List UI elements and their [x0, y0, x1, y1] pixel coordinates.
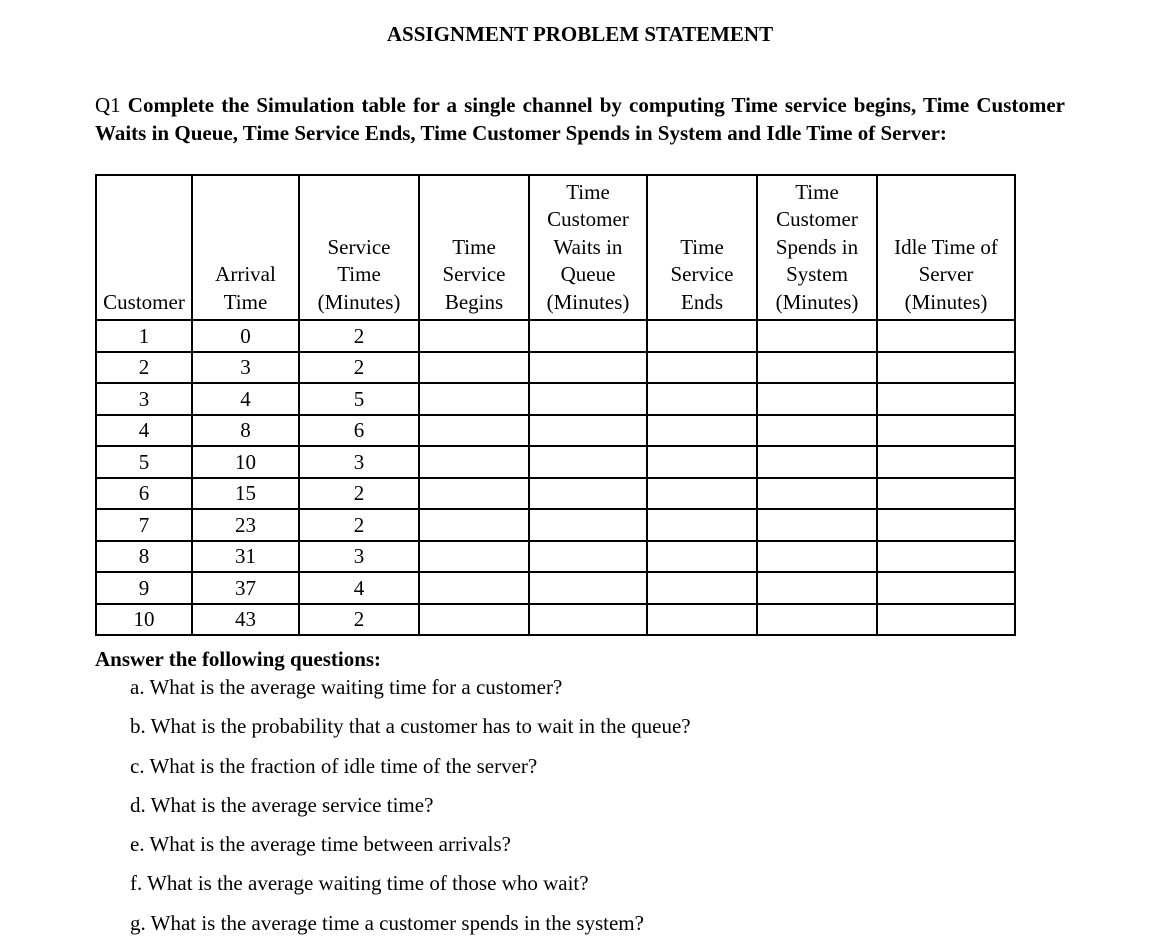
table-row — [96, 415, 1015, 447]
table-cell: 6 — [96, 478, 192, 510]
empty-answer-cell — [647, 383, 757, 415]
empty-answer-cell — [419, 604, 529, 636]
empty-answer-cell — [647, 415, 757, 447]
column-header-line: Time — [452, 234, 496, 259]
empty-answer-cell — [419, 541, 529, 573]
table-cell: 10 — [192, 446, 299, 478]
column-header — [299, 175, 419, 320]
empty-answer-cell — [529, 383, 647, 415]
empty-answer-cell — [757, 446, 877, 478]
empty-answer-cell — [647, 446, 757, 478]
column-header-line: System — [786, 262, 848, 286]
simulation-table — [95, 174, 1016, 636]
empty-answer-cell — [419, 446, 529, 478]
table-cell: 3 — [299, 446, 419, 478]
column-header — [96, 175, 192, 320]
empty-answer-cell — [877, 446, 1015, 478]
table-cell: 37 — [192, 572, 299, 604]
empty-answer-cell — [419, 383, 529, 415]
column-header-line: Time — [680, 234, 724, 259]
empty-answer-cell — [647, 478, 757, 510]
table-row — [96, 383, 1015, 415]
table-cell: 15 — [192, 478, 299, 510]
column-header — [647, 175, 757, 320]
table-cell: 4 — [299, 572, 419, 604]
empty-answer-cell — [877, 604, 1015, 636]
table-row — [96, 572, 1015, 604]
empty-answer-cell — [647, 352, 757, 384]
empty-answer-cell — [877, 320, 1015, 352]
table-cell: 31 — [192, 541, 299, 573]
column-header-line: Customer — [547, 207, 629, 231]
table-row — [96, 446, 1015, 478]
table-cell: 3 — [96, 383, 192, 415]
column-header-line: Ends — [681, 289, 723, 314]
empty-answer-cell — [877, 415, 1015, 447]
empty-answer-cell — [529, 604, 647, 636]
empty-answer-cell — [529, 415, 647, 447]
empty-answer-cell — [877, 352, 1015, 384]
empty-answer-cell — [757, 509, 877, 541]
column-header-line: Queue — [560, 262, 616, 286]
empty-answer-cell — [419, 320, 529, 352]
column-header-line: Spends in — [775, 234, 859, 259]
table-cell: 8 — [96, 541, 192, 573]
empty-answer-cell — [877, 572, 1015, 604]
column-header-line: Time — [223, 289, 268, 314]
table-cell: 1 — [96, 320, 192, 352]
column-header — [419, 175, 529, 320]
column-header-line: Service — [327, 234, 391, 259]
column-header-line: Arrival — [215, 262, 276, 286]
table-cell: 6 — [299, 415, 419, 447]
column-header-line: Server — [918, 262, 974, 286]
column-header-line: (Minutes) — [904, 289, 988, 314]
table-cell: 7 — [96, 509, 192, 541]
column-header-line: Customer — [103, 289, 185, 314]
column-header-line: (Minutes) — [546, 289, 630, 314]
table-cell: 4 — [96, 415, 192, 447]
empty-answer-cell — [419, 509, 529, 541]
table-cell: 2 — [299, 320, 419, 352]
column-header-line: Time — [337, 262, 381, 286]
column-header — [192, 175, 299, 320]
empty-answer-cell — [647, 604, 757, 636]
empty-answer-cell — [647, 541, 757, 573]
empty-answer-cell — [529, 320, 647, 352]
column-header-line: Time — [795, 179, 839, 204]
column-header-line: Service — [670, 262, 734, 286]
table-cell: 10 — [96, 604, 192, 636]
column-header-line: Idle Time of — [894, 234, 998, 259]
table-row — [96, 509, 1015, 541]
empty-answer-cell — [877, 541, 1015, 573]
answers-heading: Answer the following questions: — [95, 647, 382, 671]
empty-answer-cell — [757, 320, 877, 352]
table-cell: 4 — [192, 383, 299, 415]
empty-answer-cell — [647, 320, 757, 352]
table-cell: 3 — [299, 541, 419, 573]
table-cell: 43 — [192, 604, 299, 636]
table-cell: 2 — [299, 352, 419, 384]
table-row — [96, 352, 1015, 384]
table-cell: 8 — [192, 415, 299, 447]
empty-answer-cell — [529, 478, 647, 510]
document-title: ASSIGNMENT PROBLEM STATEMENT — [386, 22, 774, 46]
column-header — [877, 175, 1015, 320]
question-item: b. What is the probability that a customer has to wait in the queue? — [130, 714, 691, 739]
empty-answer-cell — [529, 509, 647, 541]
column-header-line: Service — [442, 262, 506, 286]
table-row — [96, 478, 1015, 510]
table-cell: 2 — [96, 352, 192, 384]
table-cell: 2 — [299, 509, 419, 541]
table-row — [96, 604, 1015, 636]
empty-answer-cell — [419, 478, 529, 510]
table-body — [96, 320, 1015, 635]
column-header-line: (Minutes) — [775, 289, 859, 314]
table-cell: 23 — [192, 509, 299, 541]
question-number: Q1 — [95, 93, 121, 117]
empty-answer-cell — [529, 572, 647, 604]
empty-answer-cell — [419, 415, 529, 447]
empty-answer-cell — [877, 509, 1015, 541]
table-cell: 3 — [192, 352, 299, 384]
table-cell: 5 — [96, 446, 192, 478]
empty-answer-cell — [647, 509, 757, 541]
table-cell: 5 — [299, 383, 419, 415]
question-item: c. What is the fraction of idle time of the server? — [130, 753, 538, 778]
empty-answer-cell — [419, 572, 529, 604]
empty-answer-cell — [757, 478, 877, 510]
table-cell: 0 — [192, 320, 299, 352]
empty-answer-cell — [757, 541, 877, 573]
table-cell: 2 — [299, 478, 419, 510]
column-header-line: Begins — [444, 289, 504, 314]
empty-answer-cell — [877, 383, 1015, 415]
empty-answer-cell — [877, 478, 1015, 510]
question-list — [130, 673, 691, 948]
column-header — [529, 175, 647, 320]
table-cell: 9 — [96, 572, 192, 604]
empty-answer-cell — [419, 352, 529, 384]
question-item: e. What is the average time between arrivals? — [130, 832, 511, 857]
column-header-line: Time — [566, 179, 610, 204]
question-item: d. What is the average service time? — [130, 792, 434, 817]
table-header-row — [96, 175, 1015, 320]
question-item: a. What is the average waiting time for a customer? — [130, 675, 563, 699]
question-text: Complete the Simulation table for a single channel by computing Time service begins, Time Customer Waits in Queue, Time Service Ends, Time Customer Spends in System and Idle Time of Server: — [95, 93, 1065, 145]
empty-answer-cell — [529, 446, 647, 478]
column-header-line: Customer — [776, 207, 858, 231]
empty-answer-cell — [757, 352, 877, 384]
table-row — [96, 320, 1015, 352]
empty-answer-cell — [757, 415, 877, 447]
question-1 — [95, 92, 1065, 147]
empty-answer-cell — [529, 541, 647, 573]
column-header-line: (Minutes) — [317, 289, 401, 314]
empty-answer-cell — [757, 604, 877, 636]
empty-answer-cell — [757, 383, 877, 415]
empty-answer-cell — [647, 572, 757, 604]
column-header-line: Waits in — [553, 234, 623, 259]
column-header — [757, 175, 877, 320]
question-item: g. What is the average time a customer spends in the system? — [130, 910, 644, 935]
table-row — [96, 541, 1015, 573]
table-cell: 2 — [299, 604, 419, 636]
empty-answer-cell — [757, 572, 877, 604]
empty-answer-cell — [529, 352, 647, 384]
question-item: f. What is the average waiting time of those who wait? — [130, 871, 589, 896]
